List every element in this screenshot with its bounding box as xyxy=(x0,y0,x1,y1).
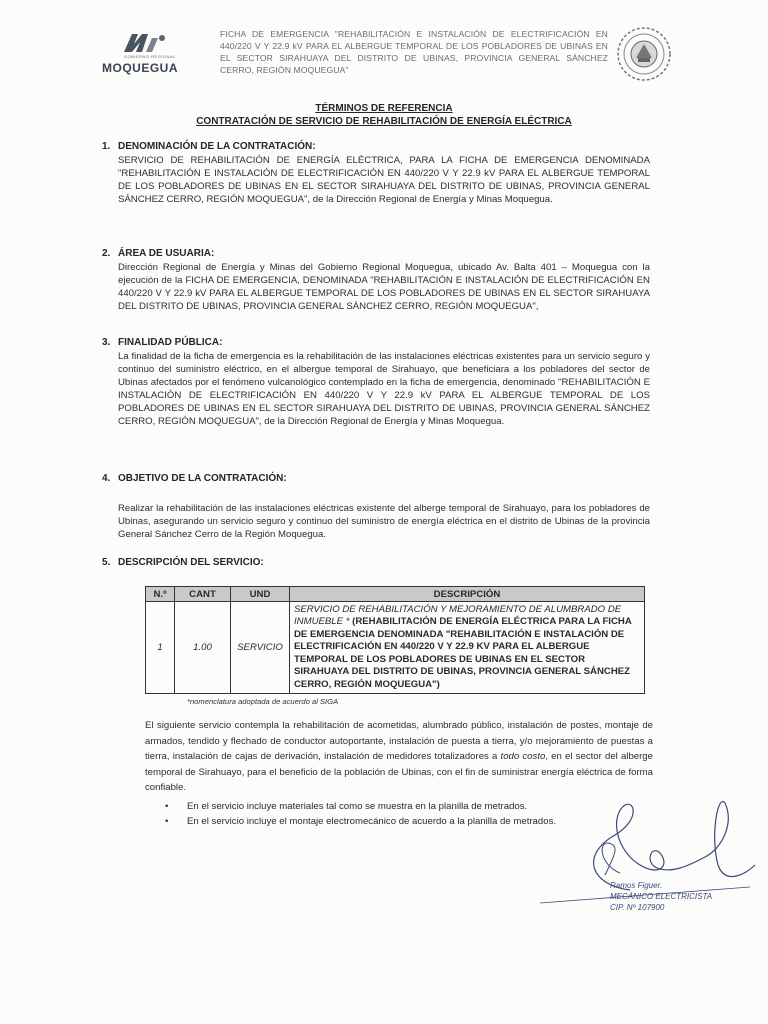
cell-cant: 1.00 xyxy=(175,602,231,694)
section-5-heading: 5. DESCRIPCIÓN DEL SERVICIO: xyxy=(102,557,264,568)
section-1-body: SERVICIO DE REHABILITACIÓN DE ENERGÍA ELÉCTRICA, PARA LA FICHA DE EMERGENCIA DENOMINADA "REHABILITACIÓN E INSTALACIÓN DE ELECTRIFICACIÓN EN 440/220 V Y 22.9 kV PARA EL ALBERGUE TEMPORAL DE LOS POBLADORES DE UBINAS EN EL SECTOR SIRAHUAYA DEL DISTRITO DE UBINAS, PROVINCIA GENERAL SÁNCHEZ CERRO, REGIÓN MOQUEGUA", de la Dirección Regional de Energía y Minas Moquegua. xyxy=(118,155,650,206)
section-4-body: Realizar la rehabilitación de las instalaciones eléctricas existente del alberge temporal de Sirahuayo, para los pobladores de Ubinas, asegurando un servicio seguro y continuo del suministro de energía eléctrica en el distrito de Ubinas de la provincia General Sánchez Cerro de la Región Moquegua. xyxy=(118,503,650,541)
cell-und: SERVICIO xyxy=(231,602,290,694)
header-title: FICHA DE EMERGENCIA "REHABILITACIÓN E INSTALACIÓN DE ELECTRIFICACIÓN EN 440/220 V Y 22.9 kV PARA EL ALBERGUE TEMPORAL DE LOS POBLADORES DE UBINAS EN EL SECTOR SIRAHUAYA DEL DISTRITO DE UBINAS, PROVINCIA GENERAL SÁNCHEZ CERRO, REGIÓN MOQUEGUA" xyxy=(220,29,608,75)
list-item: • En el servicio incluye el montaje electromecánico de acuerdo a la planilla de metrados. xyxy=(165,816,557,827)
section-4-heading: 4. OBJETIVO DE LA CONTRATACIÓN: xyxy=(102,473,287,484)
table-header-row xyxy=(146,587,645,602)
cell-number: 1 xyxy=(146,602,175,694)
cell-descripcion xyxy=(290,602,645,694)
col-header-cant: CANT xyxy=(175,587,231,602)
service-paragraph: El siguiente servicio contempla la rehabilitación de acometidas, alumbrado público, instalación de postes, montaje de armados, tendido y flechado de conductor autoportante, instalación de puesta a tierra, y/o mejoramiento de puestas a tierra, instalación de cajas de derivación, instalación de medidores totalizadores a todo costo, en el sector del alberge temporal de Sirahuayo, para el beneficio de la población de Ubinas, con el fin de suministrar energía eléctrica de forma confiable. xyxy=(145,720,653,794)
document-subtitle: CONTRATACIÓN DE SERVICIO DE REHABILITACIÓN DE ENERGÍA ELÉCTRICA xyxy=(196,116,572,127)
document-title: TÉRMINOS DE REFERENCIA xyxy=(315,103,453,114)
institution-seal-icon xyxy=(616,26,672,82)
list-item: • En el servicio incluye materiales tal como se muestra en la planilla de metrados. xyxy=(165,801,528,812)
section-3-body: La finalidad de la ficha de emergencia es la rehabilitación de las instalaciones eléctricas existentes para un servicio seguro y continuo del suministro eléctrico, en el albergue temporal de Sirahuayo, que beneficiara a los pobladores del sector de Ubinas afectados por el fenómeno vulcanológico contemplado en la ficha de emergencia, denominado "REHABILITACIÓN E INSTALACIÓN DE ELECTRIFICACIÓN EN 440/220 V Y 22.9 kV PARA EL ALBERGUE TEMPORAL DE LOS POBLADORES DE UBINAS EN EL SECTOR SIRAHUAYA DEL DISTRITO DE UBINAS, PROVINCIA GENERAL SÁNCHEZ CERRO, REGIÓN MOQUEGUA", de la Dirección Regional de Energía y Minas Moquegua. xyxy=(118,351,650,428)
table-footnote: *nomenclatura adoptada de acuerdo al SIGA xyxy=(187,697,339,706)
section-3-heading: 3. FINALIDAD PÚBLICA: xyxy=(102,337,223,348)
logo-subtext: GOBIERNO REGIONAL xyxy=(124,54,176,59)
col-header-number: N.º xyxy=(146,587,175,602)
moquegua-logo-icon xyxy=(122,30,172,54)
section-2-heading: 2. ÁREA DE USUARIA: xyxy=(102,248,215,259)
moquegua-logo xyxy=(100,30,190,80)
section-2-body: Dirección Regional de Energía y Minas del Gobierno Regional Moquegua, ubicado Av. Balta 401 – Moquegua con la ejecución de la FICHA DE EMERGENCIA, DENOMINADA "REHABILITACIÓN E INSTALACIÓN DE ELECTRIFICACIÓN EN 440/220 V Y 22.9 kV PARA EL ALBERGUE TEMPORAL DE LOS POBLADORES DE UBINAS EN EL SECTOR SIRAHUAYA DEL DISTRITO DE UBINAS, PROVINCIA GENERAL SÁNCHEZ CERRO, REGIÓN MOQUEGUA", xyxy=(118,262,650,313)
table-row xyxy=(146,602,645,694)
col-header-und: UND xyxy=(231,587,290,602)
col-header-descripcion: DESCRIPCIÓN xyxy=(290,587,645,602)
service-table xyxy=(145,586,645,694)
desc-bold-text: (REHABILITACIÓN DE ENERGÍA ELÉCTRICA PARA LA FICHA DE EMERGENCIA DENOMINADA "REHABILITACIÓN E INSTALACIÓN DE ELECTRIFICACIÓN EN 440/220 V Y 22.9 KV PARA EL ALBERGUE TEMPORAL DE LOS POBLADORES DE UBINAS EN EL SECTOR SIRAHUAYA DEL DISTRITO DE UBINAS, PROVINCIA GENERAL SÁNCHEZ CERRO, REGIÓN MOQUEGUA") xyxy=(294,616,632,690)
desc-italic-text: SERVICIO DE REHABILITACIÓN Y MEJORAMIENTO DE ALUMBRADO DE INMUEBLE * xyxy=(294,603,622,628)
section-1-heading: 1. DENOMINACIÓN DE LA CONTRATACIÓN: xyxy=(102,141,316,152)
logo-text: MOQUEGUA xyxy=(102,61,178,75)
engineer-stamp: Ramos Figuer. MECÁNICO ELECTRICISTA CIP. Nº 107900 xyxy=(610,881,713,912)
